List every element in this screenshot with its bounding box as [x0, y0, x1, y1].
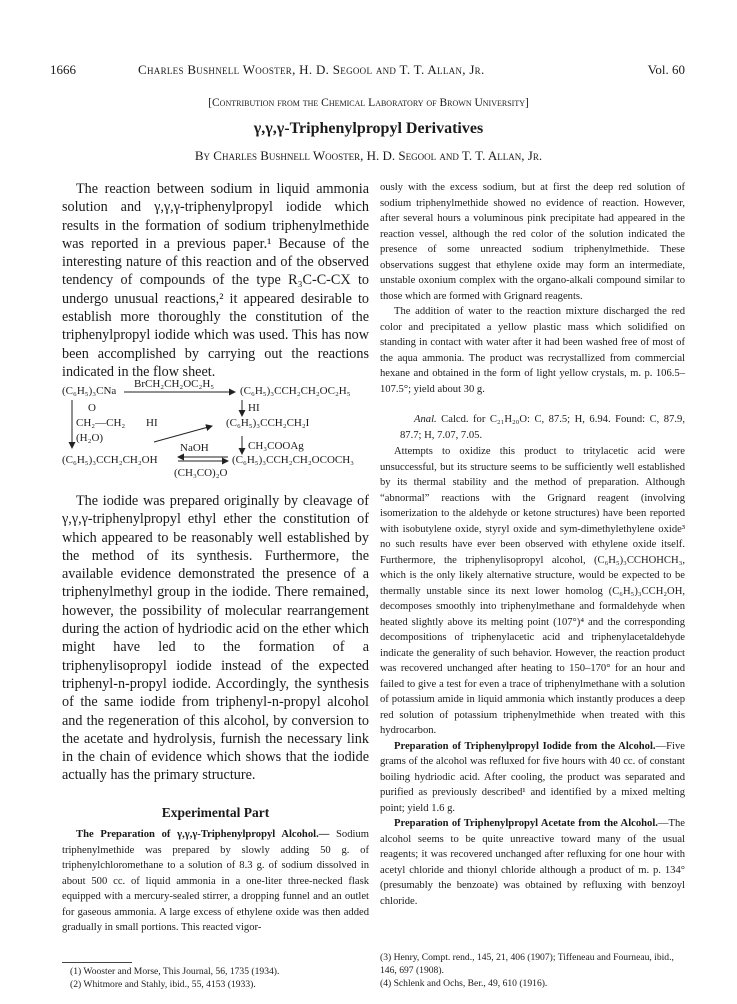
left-footnotes	[70, 965, 370, 991]
acetate-preparation-paragraph	[380, 816, 685, 909]
acetate-preparation-heading: Preparation of Triphenylpropyl Acetate from the Alcohol.	[394, 818, 658, 829]
iodide-preparation-heading: Preparation of Triphenylpropyl Iodide from the Alcohol.	[394, 740, 656, 752]
flow-sheet-diagram	[62, 380, 392, 490]
running-title: Charles Bushnell Wooster, H. D. Segool and T. T. Allan, Jr.	[138, 62, 485, 77]
analysis-label: Anal.	[414, 414, 437, 425]
page-number: 1666	[50, 62, 76, 77]
right-column-discussion	[380, 444, 685, 909]
flow-sodium-triphenylmethide: (C₆H₅)₃CNa	[62, 385, 117, 397]
iodide-preparation-paragraph	[380, 739, 685, 817]
right-paragraph-2: The addition of water to the reaction mixture discharged the red color and precipitated a yellow plastic mass which solidified on standing in contact with water after it had been washed free of most of the aqua ammonia. The product was recrystallized from commercial hexane and obtained in the form of light yellow crystals, m. p. 106.5–107.5°; yield about 30 g.	[380, 306, 685, 395]
flow-silver-acetate: CH₃COOAg	[248, 440, 304, 452]
experimental-heading: Experimental Part	[161, 805, 270, 820]
alcohol-preparation-heading: The Preparation of γ,γ,γ-Triphenylpropyl Alcohol.—	[76, 829, 330, 840]
analysis-values: Calcd. for C₂₁H₂₀O: C, 87.5; H, 6.94. Found: C, 87.9, 87.7; H, 7.07, 7.05.	[400, 414, 685, 441]
flow-hi-left: HI	[146, 417, 158, 429]
experimental-section	[62, 805, 369, 936]
flow-naoh: NaOH	[180, 442, 209, 454]
right-column-top	[380, 180, 685, 397]
flow-epoxide-oxygen: O	[88, 402, 96, 414]
analysis-block	[400, 412, 685, 443]
right-footnotes	[380, 951, 685, 990]
flow-acetate: (C₆H₅)₃CCH₂CH₂OCOCH₃	[232, 454, 355, 466]
article-title: γ,γ,γ-Triphenylpropyl Derivatives	[253, 120, 484, 137]
flow-ethyl-ether: (C₆H₅)₃CCH₂CH₂OC₂H₅	[240, 385, 351, 397]
contribution-note: [Contribution from the Chemical Laboratory of Brown University]	[208, 97, 529, 109]
author-byline: By Charles Bushnell Wooster, H. D. Segool and T. T. Allan, Jr.	[194, 148, 543, 163]
left-footnote-rule	[62, 962, 132, 963]
flow-reagent-bromoether: BrCH₂CH₂OC₂H₅	[134, 378, 215, 390]
intro-text-1: The reaction between sodium in liquid ammonia solution and γ,γ,γ-triphenylpropyl iodide which results in the formation of sodium triphenylmethide was reported in a previous paper.¹ Because of the interesting nature of this reaction and of the observed tendency of compounds of the type R₃C-C-CX to undergo unusual reactions,² it appeared desirable to establish more thoroughly the constitution of the triphenylpropyl iodide which was used. This has now been accomplished by carrying out the reactions indicated in the flow sheet.	[62, 181, 369, 380]
flow-alcohol: (C₆H₅)₃CCH₂CH₂OH	[62, 454, 158, 466]
intro-paragraph-2	[62, 492, 369, 785]
volume-label: Vol. 60	[647, 62, 685, 77]
flow-acetic-anhydride: (CH₃CO)₂O	[174, 467, 228, 479]
footnote-4: (4) Schlenk and Ochs, Ber., 49, 610 (1916).	[380, 978, 548, 989]
right-paragraph-3: Attempts to oxidize this product to tritylacetic acid were unsuccessful, but its structure seems to be sufficiently well established by its thermal stability and the method of preparation. Although “abnormal” reactions with the Grignard reagent (involving isomerization to the aldehyde or ketone structures) have been reported with isobutylene oxide, styryl oxide and sym-dimethylethylene oxide³ no such results have ever been observed with ethylene oxide itself. Furthermore, the triphenylisopropyl alcohol, (C₆H₅)₃CCHOHCH₃, which is the only likely alternative structure, would be expected to be thermally unstable since its next lower homolog (C₆H₅)₃CCH₂OH, decomposes smoothly into triphenylmethane and formaldehyde when heated slightly above its melting point (107°)⁴ and the corresponding decompositions of triphenylacetic acid and triphenylacetaldehyde indicate the generality of such behavior. However, the reaction product was recovered unchanged after heating to 150–170° for an hour and failed to give a test for even a trace of triphenylmethane with a solution of potassium amide in liquid ammonia which instantly produces a deep red solution of potassium triphenylmethide when treated with this hydrocarbon.	[380, 446, 685, 736]
iodide-preparation-text: —Five grams of the alcohol was refluxed for five hours with 40 cc. of constant boiling hydriodic acid. After cooling, the product was separated and purified as previously described¹ and identified by a mixed melting point; yield 1.6 g.	[380, 740, 685, 814]
footnote-3: (3) Henry, Compt. rend., 145, 21, 406 (1907); Tiffeneau and Fourneau, ibid., 146, 697 (1908).	[380, 952, 674, 976]
acetate-preparation-text: —The alcohol seems to be quite unreactive toward many of the usual reagents; it was recovered unchanged after refluxing for one hour with acetyl chloride and thionyl chloride although a product of m. p. 134° (presumably the benzoate) was obtained by refluxing with benzoyl chloride.	[380, 818, 685, 907]
flow-epoxide-carbons: CH₂—CH₂	[76, 417, 126, 429]
footnote-2: (2) Whitmore and Stahly, ibid., 55, 4153 (1933).	[70, 979, 256, 990]
right-paragraph-1: ously with the excess sodium, but at first the deep red solution of sodium triphenylmethide showed no evidence of reaction. However, after several hours a voluminous pink precipitate had appeared in the reaction vessel, although the red color of the solution indicated the presence of some unreacted sodium triphenylmethide. These observations suggest that ethylene oxide may form an intermediate, unstable oxonium complex with the organo-alkali compound similar to those which are formed with Grignard reagents.	[380, 182, 685, 302]
flow-hi-right: HI	[248, 402, 260, 414]
flow-iodide: (C₆H₅)₃CCH₂CH₂I	[226, 417, 310, 429]
analysis-line	[400, 412, 685, 443]
intro-text-2: The iodide was prepared originally by cleavage of γ,γ,γ-triphenylpropyl ethyl ether the constitution of which appeared to be reasonably well established by the method of its synthesis. Furthermore, the available evidence demonstrated the presence of a triphenylmethyl group in the iodide. There remained, however, the possibility of molecular rearrangement during the action of hydriodic acid on the ether which might have led to the formation of a triphenylisopropyl iodide instead of the expected triphenyl-n-propyl iodide. Accordingly, the synthesis of the same iodide from triphenyl-n-propyl alcohol and the regeneration of this alcohol, by conversion to the acetate and hydrolysis, furnish the necessary link in the chain of evidence which shows that the iodide actually has the primary structure.	[62, 493, 369, 784]
intro-paragraph-1	[62, 180, 369, 381]
footnote-1: (1) Wooster and Morse, This Journal, 56, 1735 (1934).	[70, 966, 280, 977]
arrow-alcohol-to-iodide	[154, 426, 212, 442]
flow-water: (H₂O)	[76, 432, 104, 444]
alcohol-preparation-text: Sodium triphenylmethide was prepared by slowly adding 50 g. of triphenylchloromethane to a solution of 8.3 g. of sodium dissolved in about 500 cc. of liquid ammonia in a one-liter three-necked flask equipped with a mercury-sealed stirrer, a dropping funnel and an outlet for gaseous ammonia. A large excess of ethylene oxide was then added gradually in small portions. This reacted vigor-	[62, 829, 369, 933]
alcohol-preparation-paragraph	[62, 827, 369, 936]
